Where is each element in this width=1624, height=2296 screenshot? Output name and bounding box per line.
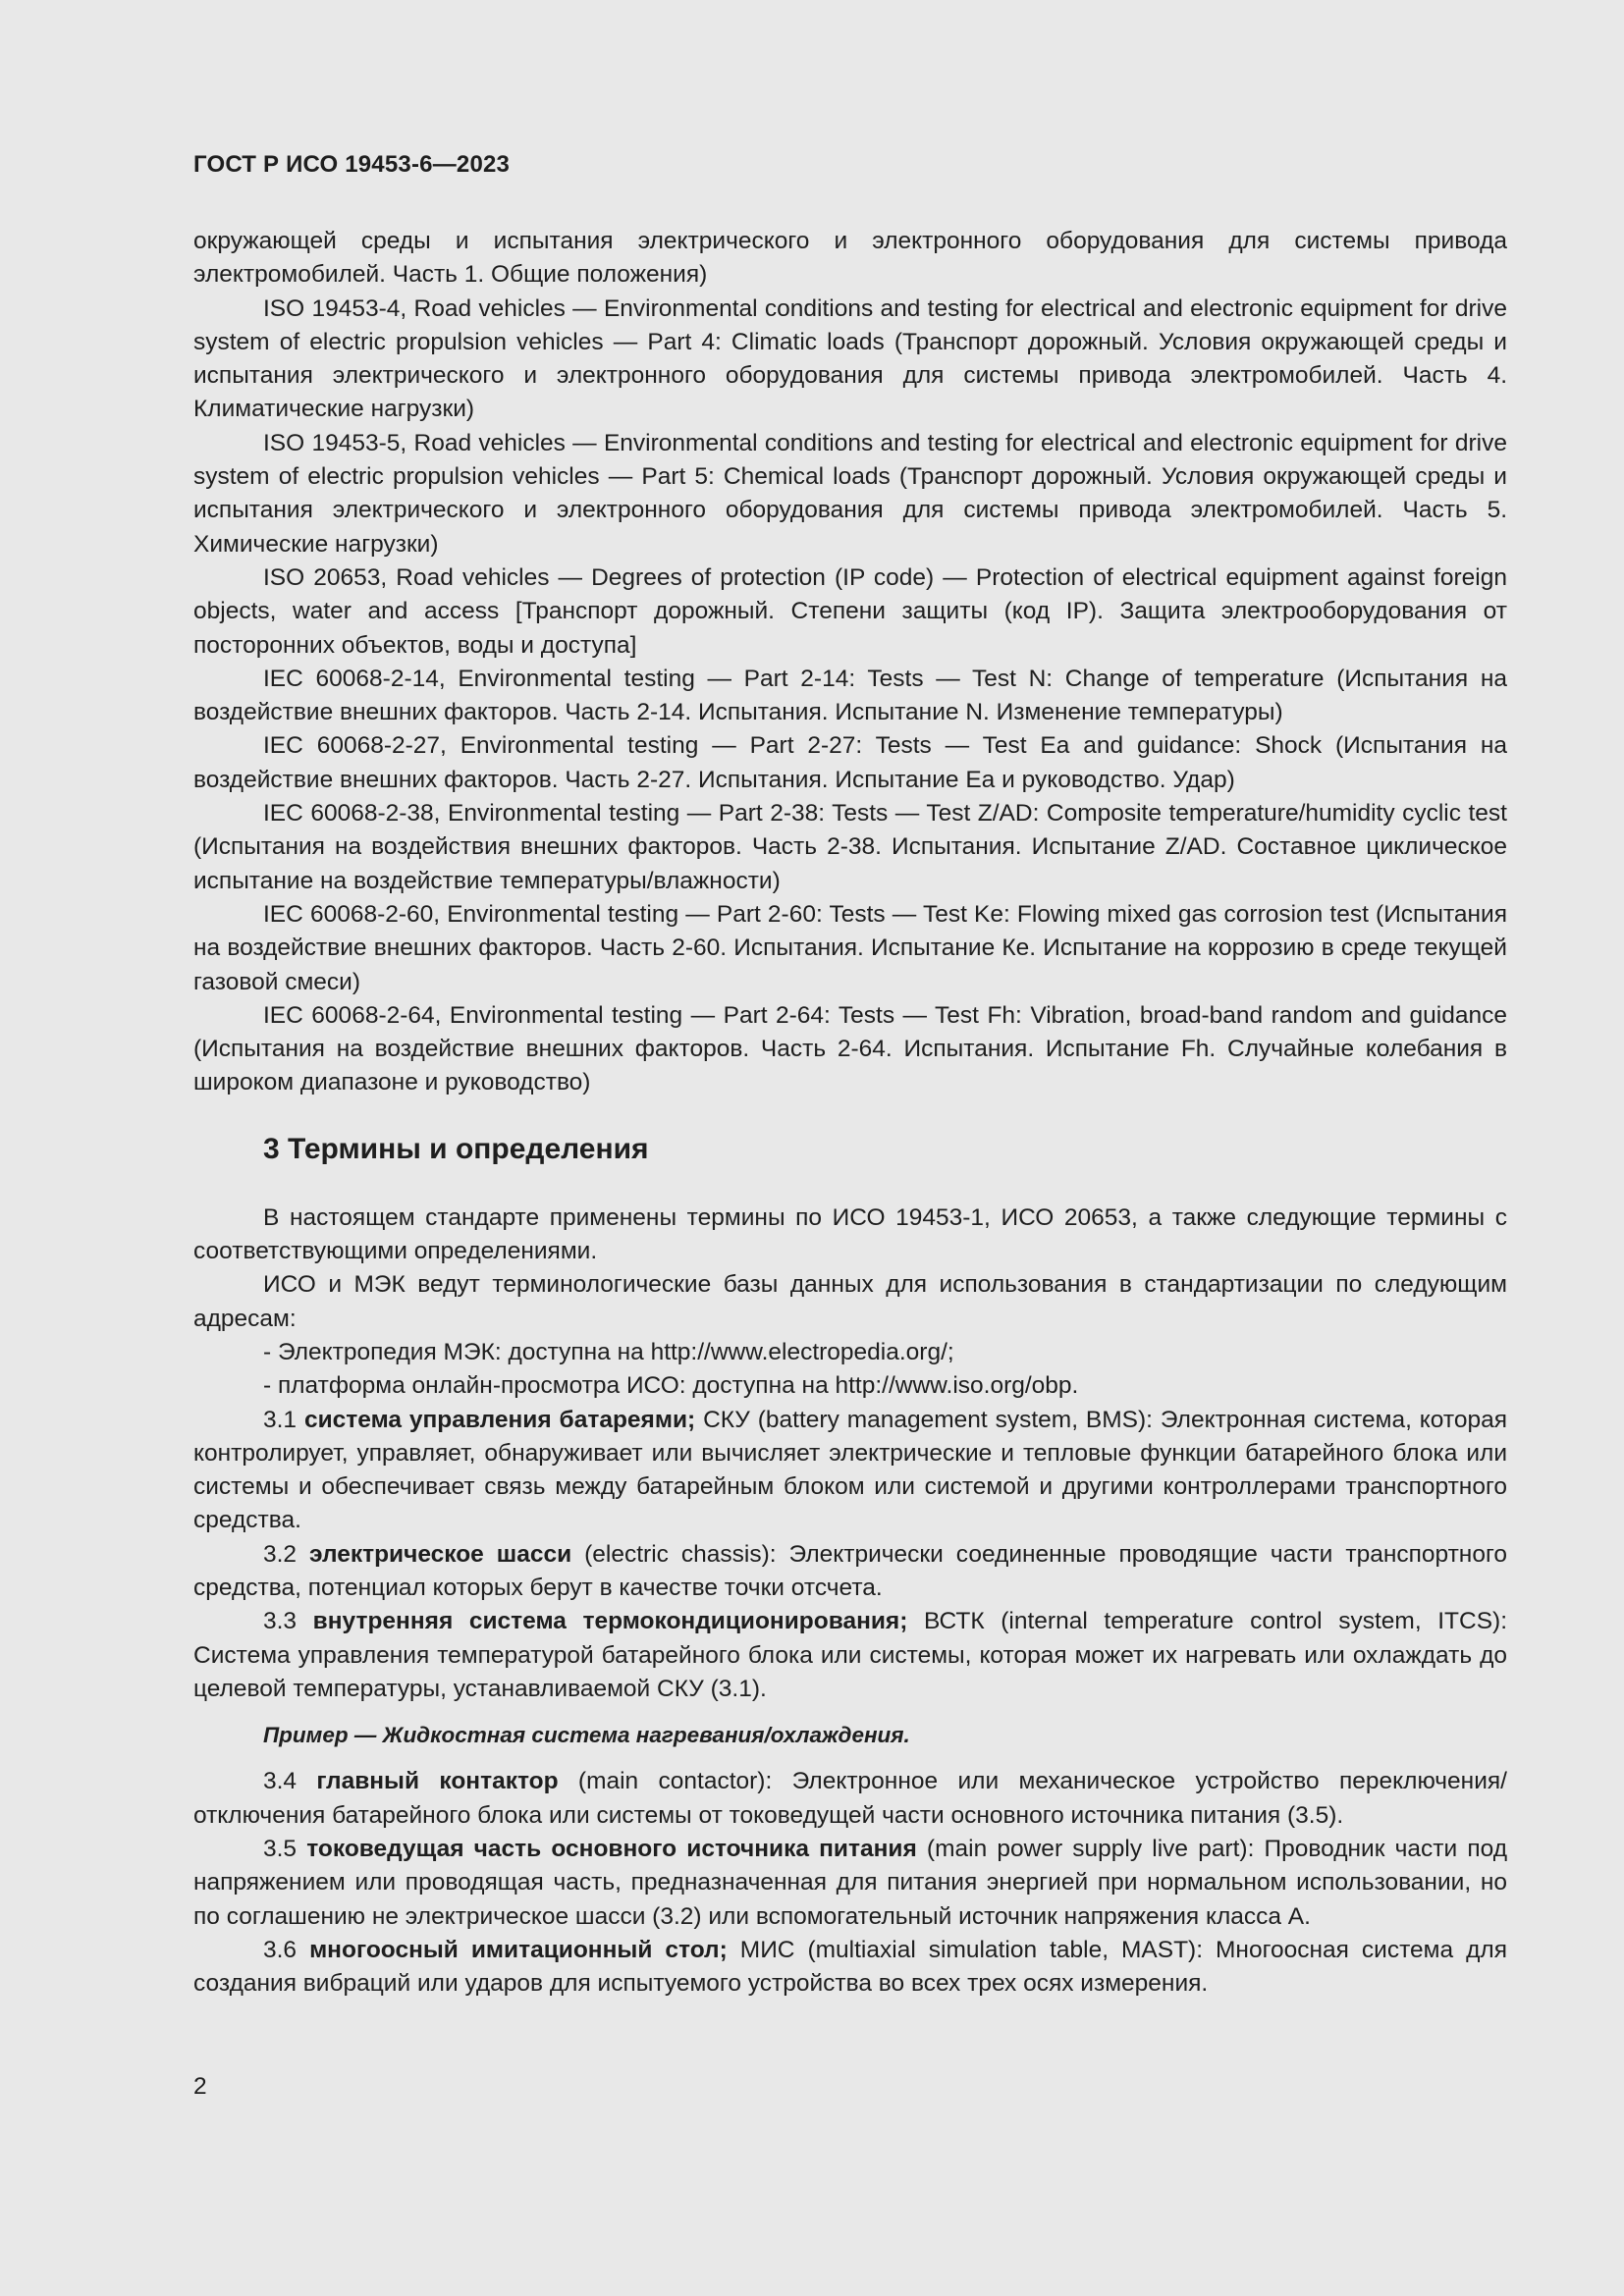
term-number: 3.4 <box>263 1768 317 1795</box>
term-entry <box>193 1765 1507 1833</box>
reference-paragraph: IEC 60068-2-27, Environmental testing — Part 2-27: Tests — Test Ea and guidance: Shock (Испытания на воздействие внешних факторов. Часть 2-27. Испытания. Испытание Еа и руководство. Удар) <box>193 732 1507 793</box>
reference-paragraph: ISO 19453-4, Road vehicles — Environmental conditions and testing for electrical and electronic equipment for drive system of electric propulsion vehicles — Part 4: Climatic loads (Транспорт дорожный. Условия окружающей среды и испытания электрического и электронного оборудования для системы привода электромобилей. Часть 4. Климатические нагрузки) <box>193 294 1507 423</box>
reference-paragraph: IEC 60068-2-38, Environmental testing — Part 2-38: Tests — Test Z/AD: Composite temperature/humidity cyclic test (Испытания на воздействия внешних факторов. Часть 2-38. Испытания. Испытание Z/AD. Составное циклическое испытание на воздействие температуры/влажности) <box>193 800 1507 894</box>
term-definition: СКУ (battery management system, BMS): Электронная система, которая контролирует, управляет, обнаруживает или вычисляет электрические и тепловые функции батарейного блока или системы и обеспечивает связь между батарейным блоком или системой и другими контроллерами транспортного средства. <box>193 1406 1507 1534</box>
reference-paragraph: ISO 19453-5, Road vehicles — Environmental conditions and testing for electrical and electronic equipment for drive system of electric propulsion vehicles — Part 5: Chemical loads (Транспорт дорожный. Условия окружающей среды и испытания электрического и электронного оборудования для системы привода электромобилей. Часть 5. Химические нагрузки) <box>193 429 1507 558</box>
term-definition: МИС (multiaxial simulation table, MAST): Многоосная система для создания вибраций или ударов для испытуемого устройства во всех трех осях измерения. <box>193 1936 1507 1998</box>
term-number: 3.3 <box>263 1608 313 1635</box>
page-number: 2 <box>193 2073 207 2100</box>
term-definition: (main contactor): Электронное или механическое устройство переключения/отключения батарейного блока или системы от токоведущей части основного источника питания (3.5). <box>193 1768 1507 1829</box>
term-definition: (main power supply live part): Проводник части под напряжением или проводящая часть, предназначенная для питания энергией при нормальном использовании, но по соглашению не электрическое шасси (3.2) или вспомогательный источник напряжения класса А. <box>193 1836 1507 1930</box>
term-name: токоведущая часть основного источника питания <box>306 1836 917 1863</box>
intro-paragraph: ИСО и МЭК ведут терминологические базы данных для использования в стандартизации по следующим адресам: <box>193 1271 1507 1332</box>
document-header: ГОСТ Р ИСО 19453-6—2023 <box>193 151 511 178</box>
list-item: - платформа онлайн-просмотра ИСО: доступна на http://www.iso.org/obp. <box>263 1372 1079 1400</box>
reference-paragraph: IEC 60068-2-14, Environmental testing — Part 2-14: Tests — Test N: Change of temperature (Испытания на воздействие внешних факторов. Часть 2-14. Испытания. Испытание N. Изменение температуры) <box>193 665 1507 726</box>
reference-paragraph: ISO 20653, Road vehicles — Degrees of protection (IP code) — Protection of electrical equipment against foreign objects, water and access [Транспорт дорожный. Степени защиты (код IP). Защита электрооборудования от посторонних объектов, воды и доступа] <box>193 563 1507 659</box>
term-number: 3.5 <box>263 1836 307 1863</box>
reference-paragraph: IEC 60068-2-64, Environmental testing — Part 2-64: Tests — Test Fh: Vibration, broad-band random and guidance (Испытания на воздействие внешних факторов. Часть 2-64. Испытания. Испытание Fh. Случайные колебания в широком диапазоне и руководство) <box>193 1001 1507 1096</box>
term-name: многоосный имитационный стол; <box>309 1936 728 1963</box>
section-spacer <box>193 1169 1507 1201</box>
term-name: система управления батареями; <box>303 1406 696 1433</box>
term-name: главный контактор <box>316 1768 559 1795</box>
reference-paragraph: окружающей среды и испытания электрического и электронного оборудования для системы привода электромобилей. Часть 1. Общие положения) <box>193 228 1507 289</box>
term-number: 3.2 <box>263 1540 310 1568</box>
term-entry <box>193 1934 1507 2002</box>
term-entry <box>193 1605 1507 1706</box>
term-name: электрическое шасси <box>309 1540 572 1568</box>
term-number: 3.1 <box>263 1406 304 1433</box>
term-name: внутренняя система термокондиционирования; <box>312 1608 908 1635</box>
term-entry <box>193 1833 1507 1934</box>
reference-paragraph: IEC 60068-2-60, Environmental testing — Part 2-60: Tests — Test Ke: Flowing mixed gas corrosion test (Испытания на воздействие внешних факторов. Часть 2-60. Испытания. Испытание Ке. Испытание на коррозию в среде текущей газовой смеси) <box>193 900 1507 995</box>
section-title: 3 Термины и определения <box>263 1132 649 1165</box>
term-entry <box>193 1404 1507 1538</box>
example-note: Пример — Жидкостная система нагревания/охлаждения. <box>263 1723 910 1748</box>
term-entry <box>193 1538 1507 1606</box>
term-number: 3.6 <box>263 1936 310 1963</box>
document-body <box>193 225 1507 2002</box>
term-definition: ВСТК (internal temperature control system, ITCS): Система управления температурой батарейного блока или системы, которая может их нагревать или охлаждать до целевой температуры, устанавливаемой СКУ (3.1). <box>193 1608 1507 1702</box>
term-definition: (electric chassis): Электрически соединенные проводящие части транспортного средства, потенциал которых берут в качестве точки отсчета. <box>193 1540 1507 1601</box>
list-item: - Электропедия МЭК: доступна на http://www.electropedia.org/; <box>263 1338 954 1365</box>
intro-paragraph: В настоящем стандарте применены термины по ИСО 19453-1, ИСО 20653, а также следующие термины с соответствующими определениями. <box>193 1203 1507 1265</box>
